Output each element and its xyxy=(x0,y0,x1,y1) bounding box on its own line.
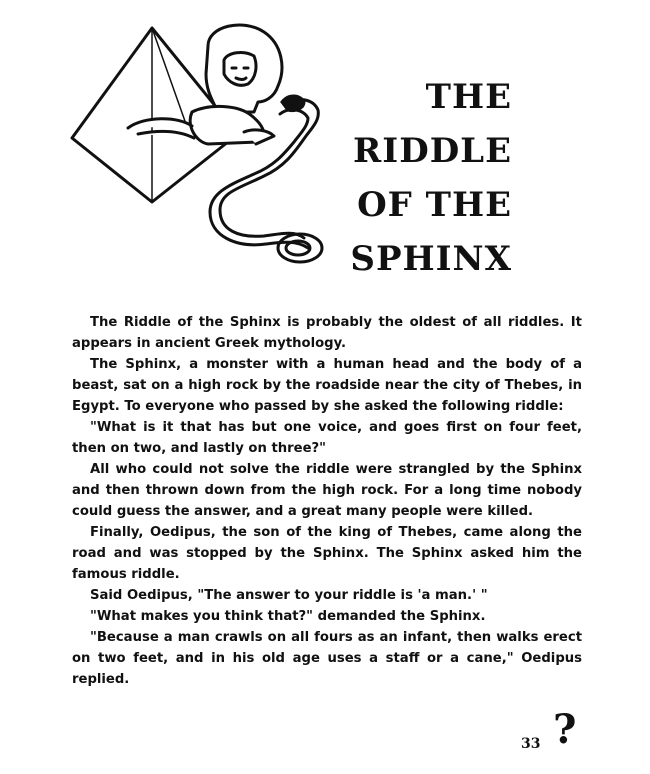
question-mark-icon: ? xyxy=(553,706,577,753)
page-number: 33 xyxy=(521,736,541,752)
sphinx-illustration xyxy=(68,16,338,278)
title-line-4: SPHINX xyxy=(350,239,512,279)
paragraph-2: The Sphinx, a monster with a human head and the body of a beast, sat on a high rock by the roadside near the city of Thebes, in Egypt. To everyone who passed by she asked the following riddle: xyxy=(72,357,582,414)
sphinx-icon xyxy=(128,25,282,144)
paragraph-4: All who could not solve the riddle were strangled by the Sphinx and then thrown down from the high rock. For a long time nobody could guess the answer, and a great many people were killed. xyxy=(72,462,582,519)
title-line-3: OF THE xyxy=(357,185,512,225)
paragraph-6: Said Oedipus, "The answer to your riddle is 'a man.' " xyxy=(90,588,488,603)
story-text xyxy=(72,312,582,690)
paragraph-1: The Riddle of the Sphinx is probably the oldest of all riddles. It appears in ancient Greek mythology. xyxy=(72,315,582,351)
paragraph-7: "What makes you think that?" demanded the Sphinx. xyxy=(90,609,486,624)
page-title xyxy=(340,70,512,286)
paragraph-8: "Because a man crawls on all fours as an infant, then walks erect on two feet, and in his old age uses a staff or a cane," Oedipus replied. xyxy=(72,630,582,687)
paragraph-5: Finally, Oedipus, the son of the king of Thebes, came along the road and was stopped by the Sphinx. The Sphinx asked him the famous riddle. xyxy=(72,525,582,582)
title-line-1: THE xyxy=(425,77,512,117)
title-line-2: RIDDLE xyxy=(353,131,512,171)
paragraph-3: "What is it that has but one voice, and goes first on four feet, then on two, and lastly on three?" xyxy=(72,420,582,456)
